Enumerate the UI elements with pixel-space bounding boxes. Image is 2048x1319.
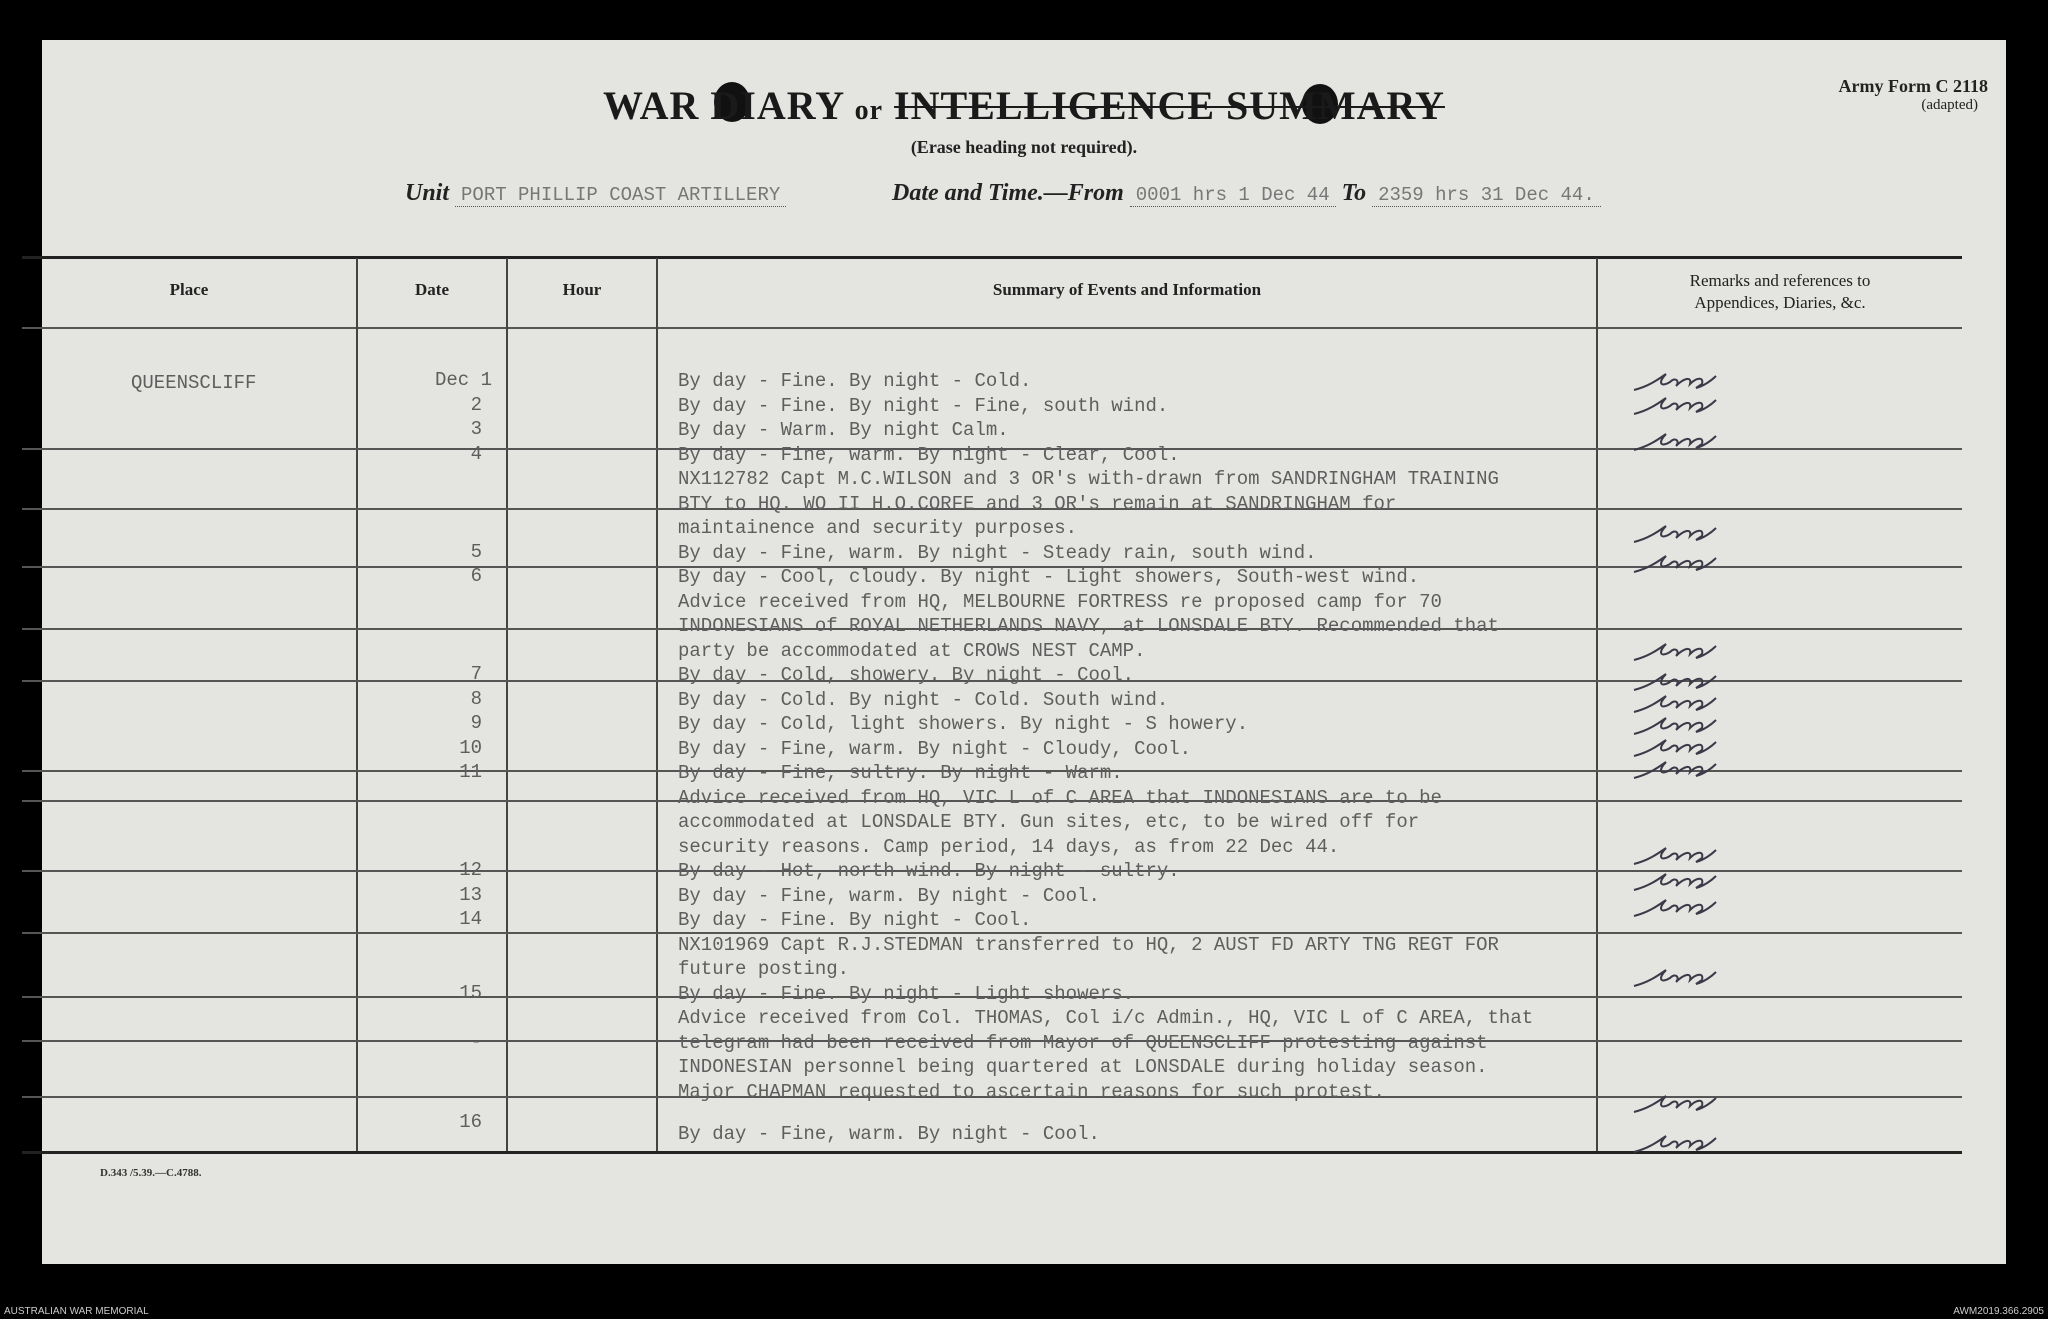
column-header-hour: Hour: [562, 280, 602, 299]
date-entry: 10: [459, 736, 482, 759]
form-number-note: (adapted): [1921, 97, 1978, 113]
date-from-value: 0001 hrs 1 Dec 44: [1130, 184, 1336, 207]
column-header-remarks: [1598, 270, 1962, 314]
initials-signature: [1630, 520, 1720, 548]
header-bottom-rule: [22, 327, 1962, 329]
caption-accession: AWM2019.366.2905: [1953, 1306, 2044, 1317]
summary-line: By day - Cold, showery. By night - Cool.: [678, 664, 1135, 686]
summary-line: accommodated at LONSDALE BTY. Gun sites, etc, to be wired off for: [678, 811, 1420, 833]
summary-line: BTY to HQ. WO II H.O.CORFE and 3 OR's remain at SANDRINGHAM for: [678, 492, 1397, 515]
remarks-header-line1: Remarks and references to: [1689, 271, 1871, 290]
date-entry: 12: [459, 859, 482, 881]
summary-line: INDONESIANS of ROYAL NETHERLANDS NAVY, at LONSDALE BTY. Recommended that: [678, 615, 1499, 637]
column-header-place: Place: [169, 280, 209, 299]
date-entry: 8: [470, 687, 482, 710]
form-title: [0, 82, 2048, 129]
form-number-text: Army Form C 2118: [1838, 76, 1988, 96]
initials-signature: [1630, 550, 1720, 578]
date-entry: 11: [459, 761, 482, 783]
initials-signature: [1630, 1090, 1720, 1118]
date-entry: 4: [470, 442, 482, 465]
date-entry: 3: [470, 418, 482, 440]
form-subtitle: (Erase heading not required).: [910, 137, 1138, 157]
date-to-label: To: [1341, 180, 1367, 206]
summary-line: By day - Fine, sultry. By night - Warm.: [678, 762, 1123, 784]
col-divider-date: [506, 258, 508, 1151]
date-time-label: Date and Time.—From: [892, 180, 1124, 206]
col-divider-hour: [656, 258, 658, 1151]
summary-line: By day - Hot, north wind. By night - sultry.: [678, 860, 1180, 882]
summary-line: By day - Fine. By night - Fine, south wind.: [678, 394, 1169, 417]
date-entry: Dec 1: [434, 369, 492, 391]
col-divider-place: [356, 258, 358, 1151]
initials-signature: [1630, 756, 1720, 784]
date-entry: 6: [470, 565, 482, 587]
summary-line: INDONESIAN personnel being quartered at LONSDALE during holiday season.: [678, 1056, 1488, 1078]
date-to-value: 2359 hrs 31 Dec 44.: [1372, 184, 1601, 207]
summary-line: By day - Fine, warm. By night - Cloudy, Cool.: [678, 737, 1192, 760]
army-form-number: [1839, 76, 1988, 114]
summary-line: By day - Fine, warm. By night - Steady rain, south wind.: [678, 541, 1317, 564]
date-entry: 5: [470, 540, 482, 563]
unit-line: [405, 180, 786, 207]
summary-line: By day - Fine. By night - Cold.: [678, 370, 1032, 392]
date-entry: 16: [459, 1111, 482, 1134]
column-header-summary: Summary of Events and Information: [992, 280, 1262, 299]
initials-signature: [1630, 964, 1720, 992]
initials-signature: [1630, 392, 1720, 420]
initials-signature: [1630, 842, 1720, 870]
summary-line: By day - Fine, warm. By night - Clear, Cool.: [678, 443, 1180, 466]
summary-line: Advice received from Col. THOMAS, Col i/c Admin., HQ, VIC L of C AREA, that: [678, 1007, 1534, 1029]
summary-line: By day - Fine. By night - Light showers.: [678, 982, 1135, 1005]
summary-line: NX112782 Capt M.C.WILSON and 3 OR's with-drawn from SANDRINGHAM TRAINING: [678, 468, 1499, 490]
unit-value: PORT PHILLIP COAST ARTILLERY: [455, 184, 786, 207]
summary-column: [678, 369, 1533, 1147]
summary-line: By day - Warm. By night Calm.: [678, 419, 1009, 441]
column-header-date: Date: [415, 280, 449, 299]
date-entry: 7: [470, 663, 482, 685]
date-entry: 9: [470, 712, 482, 734]
summary-line: NX101969 Capt R.J.STEDMAN transferred to HQ, 2 AUST FD ARTY TNG REGT FOR: [678, 933, 1499, 956]
date-entry: -: [470, 1030, 482, 1053]
table-top-rule: [22, 256, 1962, 259]
summary-line: By day - Cold, light showers. By night - S howery.: [678, 713, 1249, 735]
caption-institution: AUSTRALIAN WAR MEMORIAL: [4, 1306, 149, 1317]
summary-line: By day - Fine, warm. By night - Cool.: [678, 884, 1100, 907]
initials-signature: [1630, 638, 1720, 666]
initials-signature: [1630, 1130, 1720, 1158]
date-entry: 13: [459, 883, 482, 906]
summary-line: party be accommodated at CROWS NEST CAMP.: [678, 639, 1146, 662]
summary-line: security reasons. Camp period, 14 days, as from 22 Dec 44.: [678, 835, 1340, 858]
date-entry: 14: [459, 908, 482, 930]
print-code: D.343 /5.39.—C.4788.: [100, 1167, 202, 1179]
summary-line: By day - Fine, warm. By night - Cool.: [678, 1123, 1100, 1145]
place-entry: QUEENSCLIFF: [131, 372, 257, 394]
col-divider-summary: [1596, 258, 1598, 1151]
title-or: or: [854, 95, 884, 126]
date-entry: 2: [470, 393, 482, 416]
summary-line: By day - Fine. By night - Cool.: [678, 909, 1032, 931]
summary-line: Advice received from HQ, VIC L of C AREA that INDONESIANS are to be: [678, 786, 1442, 809]
title-war-diary: WAR DIARY: [603, 83, 844, 128]
unit-label: Unit: [405, 180, 450, 206]
summary-line: By day - Cold. By night - Cold. South wind.: [678, 688, 1169, 711]
initials-signature: [1630, 894, 1720, 922]
title-intelligence-summary: INTELLIGENCE SUMMARY: [894, 83, 1445, 128]
summary-line: By day - Cool, cloudy. By night - Light showers, South-west wind.: [678, 566, 1420, 588]
summary-line: future posting.: [678, 958, 850, 980]
summary-line: Major CHAPMAN requested to ascertain reasons for such protest.: [678, 1080, 1385, 1103]
date-time-line: [892, 180, 1601, 207]
summary-line: Advice received from HQ, MELBOURNE FORTRESS re proposed camp for 70: [678, 590, 1442, 613]
summary-line: telegram had been received from Mayor of QUEENSCLIFF protesting against: [678, 1031, 1488, 1054]
initials-signature: [1630, 868, 1720, 896]
summary-line: maintainence and security purposes.: [678, 517, 1078, 539]
date-entry: 15: [459, 981, 482, 1004]
remarks-header-line2: Appendices, Diaries, &c.: [1694, 293, 1866, 312]
initials-signature: [1630, 428, 1720, 456]
